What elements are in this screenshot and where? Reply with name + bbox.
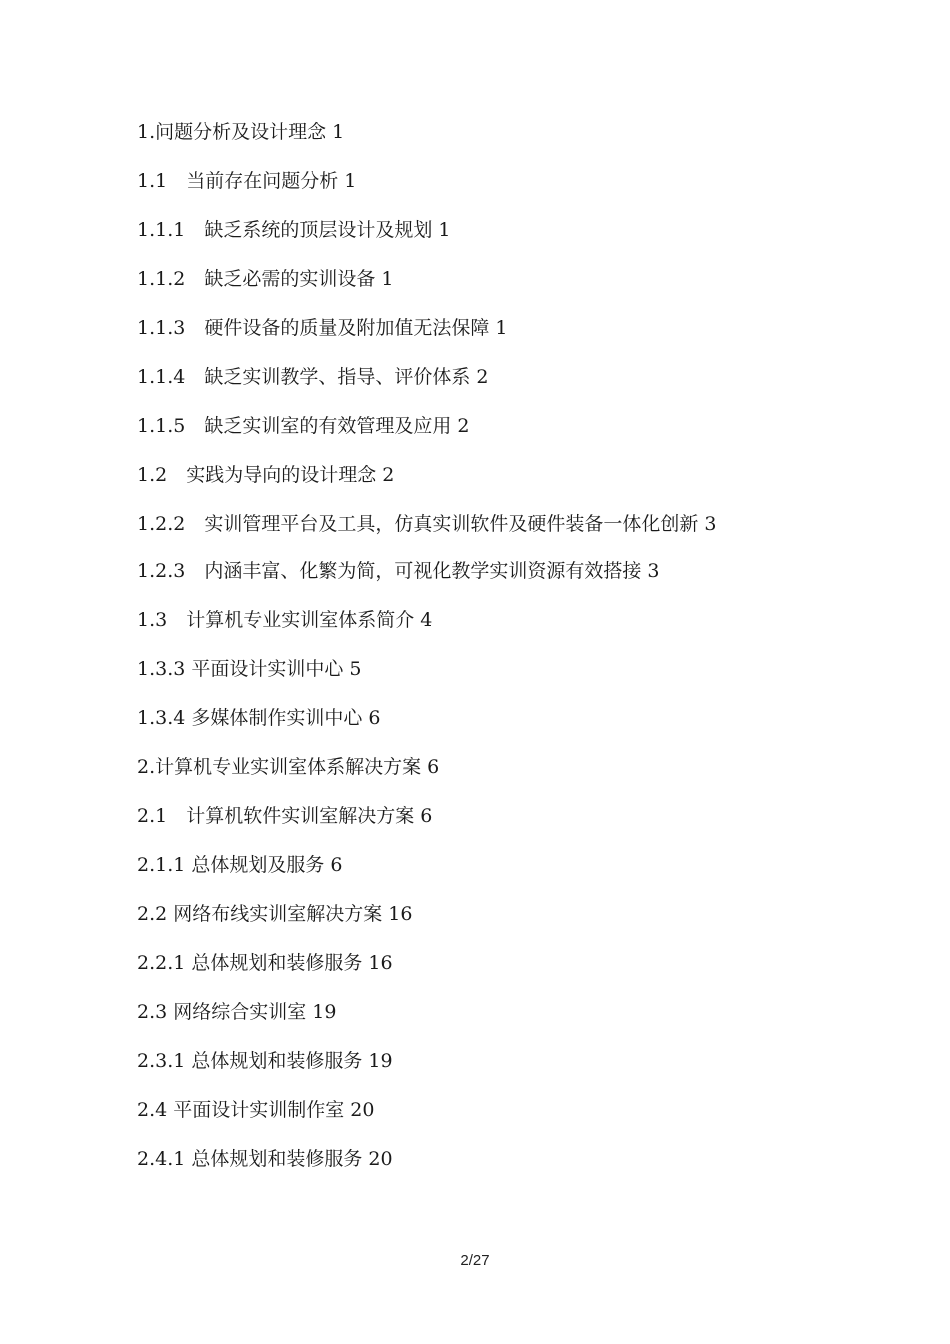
- table-of-contents: [137, 120, 827, 1196]
- toc-entry[interactable]: 1.1.5 缺乏实训室的有效管理及应用 2: [137, 415, 470, 437]
- toc-entry[interactable]: 1.2.3 内涵丰富、化繁为简，可视化教学实训资源有效搭接 3: [137, 560, 660, 582]
- toc-entry[interactable]: 2.3 网络综合实训室 19: [137, 1001, 337, 1023]
- toc-entry[interactable]: 1.1.3 硬件设备的质量及附加值无法保障 1: [137, 317, 508, 339]
- toc-entry[interactable]: 2.计算机专业实训室体系解决方案 6: [137, 756, 440, 778]
- toc-entry[interactable]: 1.1.2 缺乏必需的实训设备 1: [137, 268, 394, 290]
- toc-entry[interactable]: 1.2 实践为导向的设计理念 2: [137, 464, 395, 486]
- toc-entry[interactable]: 2.2 网络布线实训室解决方案 16: [137, 903, 413, 925]
- toc-entry[interactable]: 1.1 当前存在问题分析 1: [137, 170, 357, 192]
- toc-entry[interactable]: 1.3.4 多媒体制作实训中心 6: [137, 707, 381, 729]
- toc-entry[interactable]: 1.1.4 缺乏实训教学、指导、评价体系 2: [137, 366, 489, 388]
- toc-entry[interactable]: 2.1.1 总体规划及服务 6: [137, 854, 343, 876]
- toc-entry[interactable]: 2.1 计算机软件实训室解决方案 6: [137, 805, 433, 827]
- toc-entry[interactable]: 1.问题分析及设计理念 1: [137, 121, 345, 143]
- toc-entry[interactable]: 1.1.1 缺乏系统的顶层设计及规划 1: [137, 219, 451, 241]
- toc-entry[interactable]: 1.3.3 平面设计实训中心 5: [137, 658, 362, 680]
- page-number: 2/27: [460, 1252, 490, 1269]
- toc-entry[interactable]: 1.2.2 实训管理平台及工具，仿真实训软件及硬件装备一体化创新 3: [137, 513, 717, 535]
- toc-entry[interactable]: 2.4 平面设计实训制作室 20: [137, 1099, 375, 1121]
- toc-entry[interactable]: 2.4.1 总体规划和装修服务 20: [137, 1148, 393, 1170]
- toc-entry[interactable]: 2.3.1 总体规划和装修服务 19: [137, 1050, 393, 1072]
- toc-entry[interactable]: 1.3 计算机专业实训室体系简介 4: [137, 609, 433, 631]
- toc-entry[interactable]: 2.2.1 总体规划和装修服务 16: [137, 952, 393, 974]
